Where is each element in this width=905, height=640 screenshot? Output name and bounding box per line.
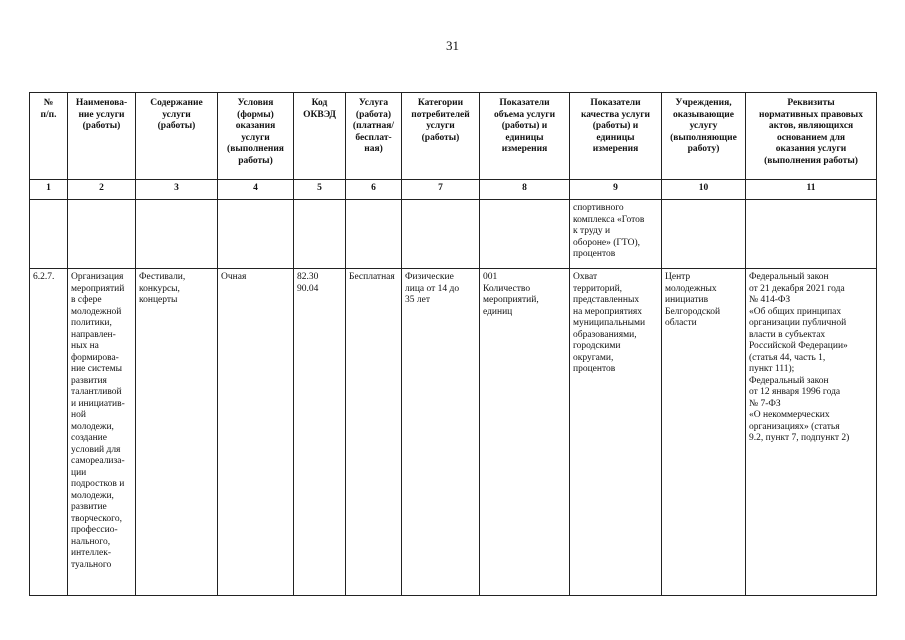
table-cell (402, 200, 480, 269)
column-number-cell: 2 (68, 180, 136, 200)
column-number-cell: 10 (662, 180, 746, 200)
column-number-cell: 5 (294, 180, 346, 200)
table-cell (30, 200, 68, 269)
column-number-cell: 6 (346, 180, 402, 200)
page-number: 31 (446, 38, 459, 53)
content-cell: Фестивали, конкурсы, концерты (136, 269, 218, 596)
column-number-cell: 7 (402, 180, 480, 200)
quality-indicators-cell: Охват территорий, представленных на мероприятиях муниципальными образованиями, городскими округами, процентов (570, 269, 662, 596)
conditions-cell: Очная (218, 269, 294, 596)
header-cell-legal-acts: Реквизиты нормативных правовых актов, являющихся основанием для оказания услуги (выполнения работы) (746, 93, 877, 180)
table-cell (346, 200, 402, 269)
services-table (29, 92, 877, 596)
okved-cell: 82.30 90.04 (294, 269, 346, 596)
header-cell-paid-free: Услуга (работа) (платная/ бесплат- ная) (346, 93, 402, 180)
header-cell-consumers: Категории потребителей услуги (работы) (402, 93, 480, 180)
header-cell-quality-indicators: Показатели качества услуги (работы) и единицы измерения (570, 93, 662, 180)
volume-indicators-cell: 001 Количество мероприятий, единиц (480, 269, 570, 596)
column-number-cell: 11 (746, 180, 877, 200)
paid-free-cell: Бесплатная (346, 269, 402, 596)
header-cell-number: № п/п. (30, 93, 68, 180)
column-number-cell: 1 (30, 180, 68, 200)
header-row (30, 93, 877, 180)
header-cell-content: Содержание услуги (работы) (136, 93, 218, 180)
column-number-cell: 3 (136, 180, 218, 200)
table-cell-quality-continuation: спортивного комплекса «Готов к труду и обороне» (ГТО), процентов (570, 200, 662, 269)
table-cell (68, 200, 136, 269)
consumers-cell: Физические лица от 14 до 35 лет (402, 269, 480, 596)
header-cell-service-name: Наименова- ние услуги (работы) (68, 93, 136, 180)
header-cell-institutions: Учреждения, оказывающие услугу (выполняющие работу) (662, 93, 746, 180)
column-number-cell: 8 (480, 180, 570, 200)
institutions-cell: Центр молодежных инициатив Белгородской области (662, 269, 746, 596)
table-cell (480, 200, 570, 269)
column-number-cell: 4 (218, 180, 294, 200)
table-row-6-2-7 (30, 269, 877, 596)
service-name-cell: Организация мероприятий в сфере молодежной политики, направлен- ных на формирова- ние системы развития талантливой и инициатив- ной молодежи, создание условий для самореализа- ции подростков и молодежи, развитие творческого, профессио- нального, интеллек- туального (68, 269, 136, 596)
header-cell-conditions: Условия (формы) оказания услуги (выполнения работы) (218, 93, 294, 180)
legal-acts-cell: Федеральный закон от 21 декабря 2021 года № 414-ФЗ «Об общих принципах организации публичной власти в субъектах Российской Федерации» (статья 44, часть 1, пункт 111); Федеральный закон от 12 января 1996 года № 7-ФЗ «О некоммерческих организациях» (статья 9.2, пункт 7, подпункт 2) (746, 269, 877, 596)
column-number-cell: 9 (570, 180, 662, 200)
table-cell (136, 200, 218, 269)
table-cell (746, 200, 877, 269)
header-cell-volume-indicators: Показатели объема услуги (работы) и единицы измерения (480, 93, 570, 180)
row-number-cell: 6.2.7. (30, 269, 68, 596)
continuation-row (30, 200, 877, 269)
table-cell (218, 200, 294, 269)
table-cell (294, 200, 346, 269)
header-cell-okved: Код ОКВЭД (294, 93, 346, 180)
table-cell (662, 200, 746, 269)
column-number-row (30, 180, 877, 200)
